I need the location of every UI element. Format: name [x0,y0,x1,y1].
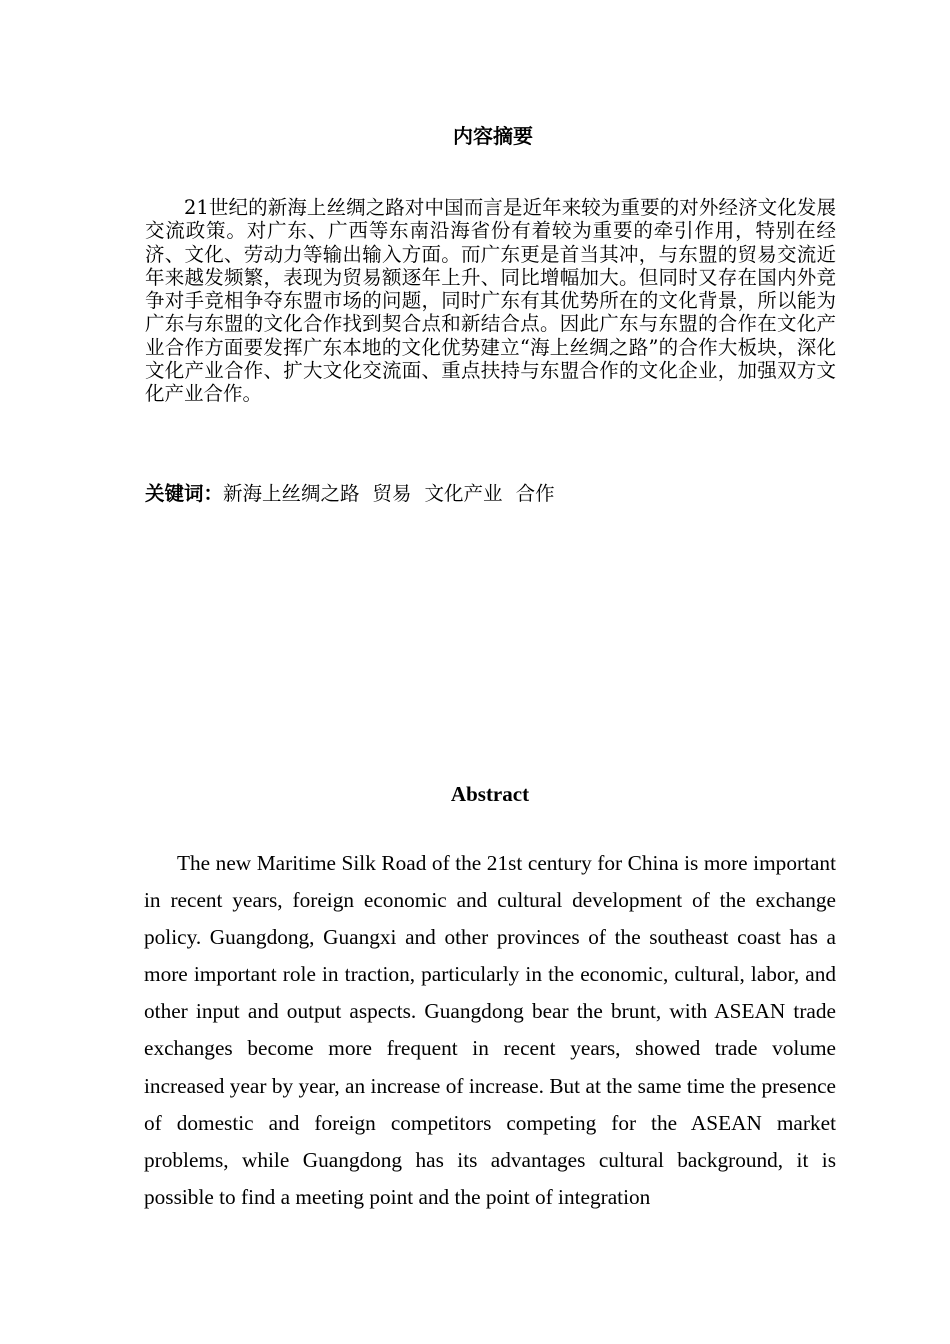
english-abstract-body: The new Maritime Silk Road of the 21st century for China is more important in recent years, foreign economic and cultural development of the exchange policy. Guangdong, Guangxi and other provinces of the southeast coast has a more important role in traction, particularly in the economic, cultural, labor, and other input and output aspects. Guangdong bear the brunt, with ASEAN trade exchanges become more frequent in recent years, showed trade volume increased year by year, an increase of increase. But at the same time the presence of domestic and foreign competitors competing for the ASEAN market problems, while Guangdong has its advantages cultural background, it is possible to find a meeting point and the point of integration [144,851,836,1209]
keyword-item: 新海上丝绸之路 [223,482,360,505]
english-abstract-title: Abstract [450,782,530,806]
keyword-item: 合作 [515,482,555,505]
chinese-abstract-title: 内容摘要 [453,124,533,148]
keywords-label: 关键词： [145,482,224,505]
chinese-abstract-body: 21世纪的新海上丝绸之路对中国而言是近年来较为重要的对外经济文化发展交流政策。对广东、广西等东南沿海省份有着较为重要的牵引作用，特别在经济、文化、劳动力等输出输入方面。而广东更是首当其冲，与东盟的贸易交流近年来越发频繁，表现为贸易额逐年上升、同比增幅加大。但同时又存在国内外竞争对手竞相争夺东盟市场的问题，同时广东有其优势所在的文化背景，所以能为广东与东盟的文化合作找到契合点和新结合点。因此广东与东盟的合作在文化产业合作方面要发挥广东本地的文化优势建立“海上丝绸之路”的合作大板块，深化文化产业合作、扩大文化交流面、重点扶持与东盟合作的文化企业，加强双方文化产业合作。 [145,196,836,406]
keywords-line [145,481,836,507]
keyword-item: 贸易 [372,482,412,505]
keyword-item: 文化产业 [424,482,503,505]
